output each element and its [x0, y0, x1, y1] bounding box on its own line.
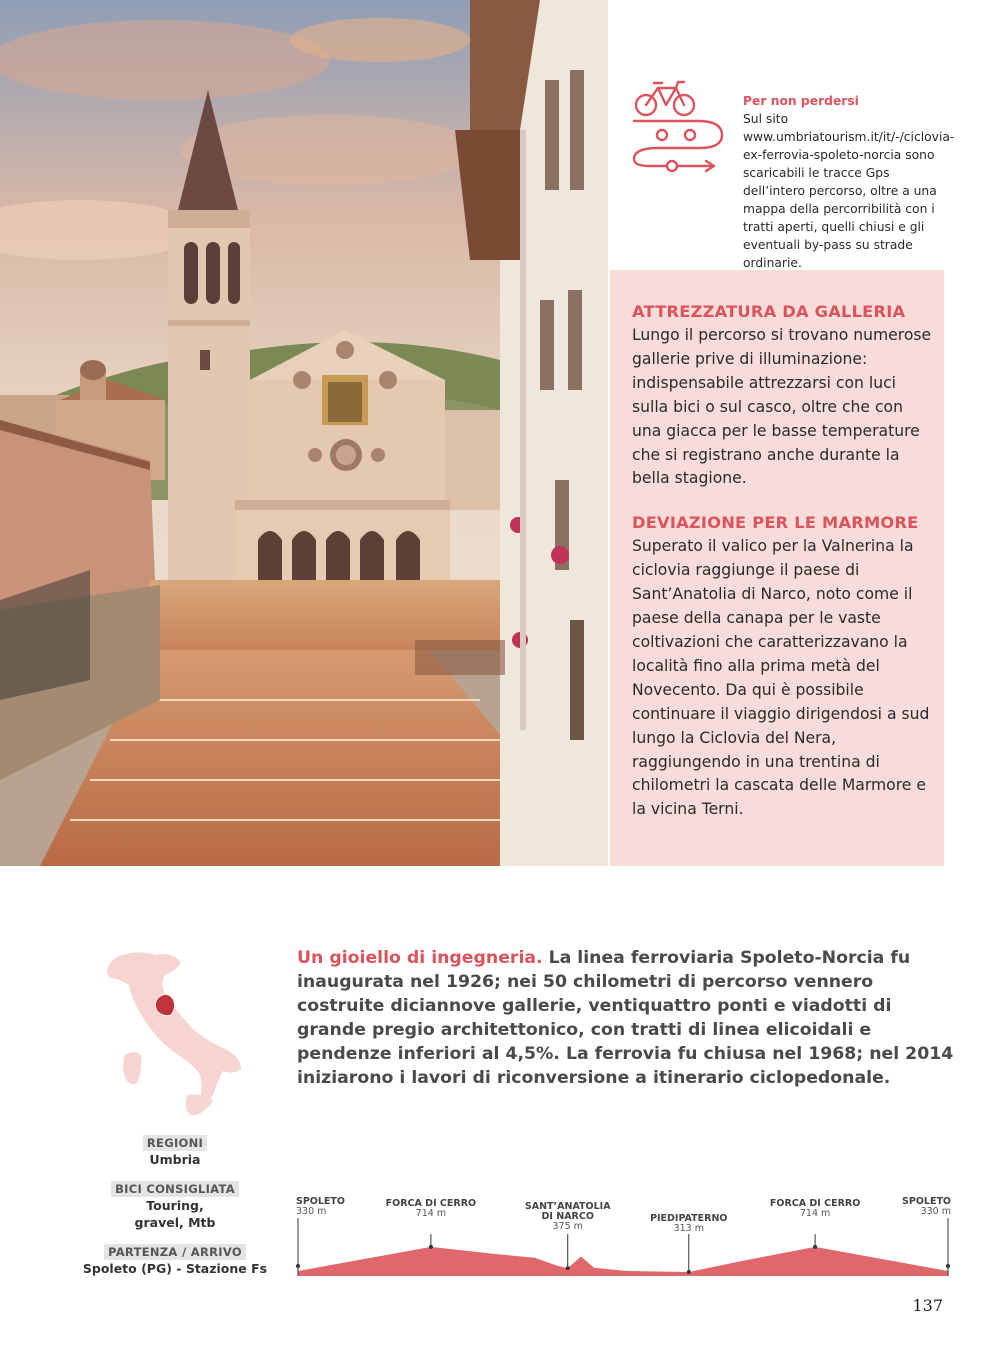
info-label-start-end: PARTENZA / ARRIVO	[104, 1244, 246, 1260]
italy-map	[95, 945, 255, 1125]
intro-paragraph	[297, 946, 957, 1090]
cathedral-photo	[0, 0, 608, 866]
stop-name: PIEDIPATERNO	[650, 1213, 728, 1224]
stop-altitude: 313 m	[673, 1223, 704, 1234]
info-label-regions: REGIONI	[143, 1135, 207, 1151]
stop-marker-dot	[296, 1264, 300, 1268]
stop-altitude: 330 m	[920, 1206, 951, 1217]
stop-name: SANT’ANATOLIA DI NARCO	[524, 1201, 611, 1222]
stop-name: SPOLETO	[296, 1196, 345, 1207]
sidebar-box	[610, 270, 944, 866]
info-value-regions: Umbria	[149, 1152, 201, 1167]
stop-marker-dot	[566, 1266, 570, 1270]
intro-text: La linea ferroviaria Spoleto-Norcia fu inaugurata nel 1926; nei 50 chilometri di percorso vennero costruite diciannove gallerie, ventiquattro ponti e viadotti di grande pregio architettonico, con tratti di linea elicoidali e pendenze inferiori al 4,5%. La ferrovia fu chiusa nel 1968; nel 2014 iniziarono i lavori di riconversione a itinerario ciclopedonale.	[297, 948, 954, 1088]
section-heading-gallery: ATTREZZATURA DA GALLERIA	[632, 302, 906, 321]
section-heading-marmore: DEVIAZIONE PER LE MARMORE	[632, 513, 919, 533]
stop-marker-dot	[813, 1245, 817, 1249]
stop-altitude: 714 m	[415, 1208, 447, 1219]
elevation-area	[298, 1247, 948, 1276]
elevation-profile	[294, 1192, 950, 1284]
page-number: 137	[912, 1296, 943, 1315]
tip-body: Sul sito www.umbriatourism.it/it/-/ciclovia-ex-ferrovia-spoleto-norcia sono scaricabili le tracce Gps dell’intero percorso, oltre a una mappa della percorribilità con i tratti aperti, quelli chiusi e gli eventuali by-pass su strade ordinarie.	[743, 112, 955, 270]
bicycle-route-icon	[628, 78, 728, 173]
info-label-bike: BICI CONSIGLIATA	[111, 1181, 239, 1197]
stop-altitude: 375 m	[552, 1221, 583, 1232]
stop-name: SPOLETO	[902, 1196, 951, 1207]
intro-title: Un gioiello di ingegneria.	[297, 948, 543, 968]
stop-marker-dot	[687, 1270, 691, 1274]
stop-name: FORCA DI CERRO	[385, 1198, 477, 1209]
stop-marker-dot	[429, 1245, 433, 1249]
tip-title: Per non perdersi	[743, 94, 859, 108]
section-text-gallery: Lungo il percorso si trovano numerose gallerie prive di illuminazione: indispensabile attrezzarsi con luci sulla bici o sul casco, oltre che con una giacca per le basse temperature che si registrano anche durante la bella stagione.	[632, 326, 932, 488]
info-value-bike: Touring, gravel, Mtb	[134, 1198, 216, 1230]
stop-altitude: 714 m	[799, 1208, 831, 1219]
section-text-marmore: Superato il valico per la Valnerina la ciclovia raggiunge il paese di Sant’Anatolia di Narco, noto come il paese della canapa per le vaste coltivazioni che caratterizzavano la località fino alla prima metà del Novecento. Da qui è possibile continuare il viaggio dirigendosi a sud lungo la Ciclovia del Nera, raggiungendo in una trentina di chilometri la cascata delle Marmore e la vicina Terni.	[632, 537, 930, 819]
stop-altitude: 330 m	[296, 1206, 327, 1217]
stop-name: FORCA DI CERRO	[769, 1198, 861, 1209]
info-value-start-end: Spoleto (PG) - Stazione Fs	[82, 1261, 268, 1276]
info-column	[80, 1132, 270, 1287]
stop-marker-dot	[946, 1264, 950, 1268]
